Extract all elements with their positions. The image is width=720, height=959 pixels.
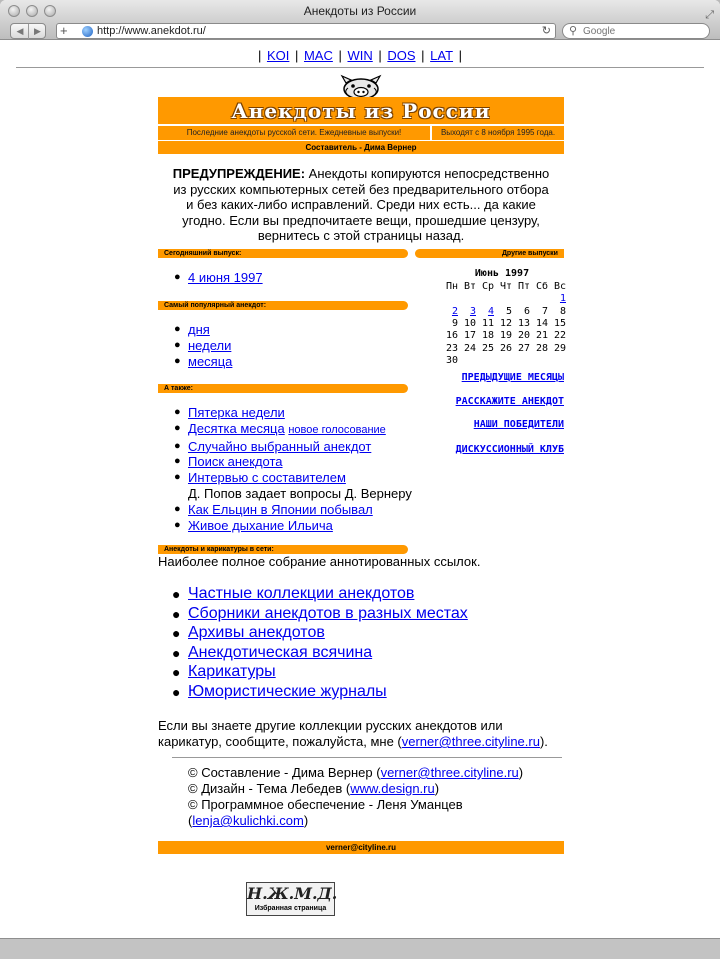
contact-email-link[interactable]: verner@three.cityline.ru [401,734,540,749]
encoding-link-lat[interactable]: LAT [430,48,454,63]
other-collections-body: Если вы знаете другие коллекции русских анекдотов или карикатур, сообщите, пожалуйста, мне ( [158,718,503,749]
calendar-day: 26 [499,342,512,354]
encoding-link-win[interactable]: WIN [347,48,373,63]
search-input[interactable] [583,25,703,37]
calendar-weekday: Ср [481,281,494,293]
calendar-day-link[interactable]: 3 [469,305,476,317]
network-link[interactable]: Сборники анекдотов в разных местах [188,604,468,622]
other-collections-end: ). [539,734,548,749]
network-link[interactable]: Карикатуры [188,663,276,681]
list-item: ● Частные коллекции анекдотов [172,585,415,602]
list-item: ● Юмористические журналы [172,682,387,700]
calendar-day: 11 [481,318,494,330]
network-list [158,584,558,702]
popular-week-link[interactable]: недели [188,337,232,353]
section-header-other-issues: Другие выпуски [415,249,564,258]
calendar-day [494,355,512,367]
calendar-day: 13 [517,318,530,330]
credit-text: © Программное обеспечение - Леня Уманцев ( [188,797,463,828]
credit-email-link[interactable]: verner@three.cityline.ru [380,765,519,780]
footer-email-bar[interactable]: verner@cityline.ru [158,841,564,854]
calendar-day [476,293,494,305]
tagline-left: Последние анекдоты русской сети. Ежедневные выпуски! [158,126,430,140]
list-item: ● Случайно выбранный анекдот [174,438,372,454]
calendar-week [440,355,566,367]
list-item: ● Живое дыхание Ильича [174,517,333,533]
encoding-links: | KOI | MAC | WIN | DOS | LAT | [257,48,463,63]
calendar-day: 17 [463,330,476,342]
encoding-link-dos[interactable]: DOS [387,48,416,63]
section-header-network: Анекдоты и карикатуры в сети: [158,545,408,554]
search-field[interactable] [562,23,710,39]
list-item: ● Десятка месяца новое голосование [174,420,386,436]
network-link[interactable]: Юмористические журналы [188,682,387,700]
calendar-day [458,293,476,305]
credit-line [188,765,558,781]
calendar [440,281,566,367]
also-link[interactable]: Десятка месяца [188,420,285,436]
software-email-link[interactable]: lenja@kulichki.com [192,813,304,828]
tagline-right: Выходят с 8 ноября 1995 года. [432,126,564,140]
minimize-window-button[interactable] [26,5,38,17]
calendar-day: 20 [517,330,530,342]
encoding-link-mac[interactable]: MAC [303,48,333,63]
calendar-day [458,355,476,367]
calendar-weekday: Вс [553,281,566,293]
zoom-window-button[interactable] [44,5,56,17]
calendar-day [512,355,530,367]
calendar-title: Июнь 1997 [474,268,530,279]
credit-line [188,797,558,829]
calendar-weekday: Пн [445,281,458,293]
credit-close: ) [518,765,524,780]
divider [16,67,704,68]
calendar-day-link[interactable]: 1 [559,293,566,305]
list-item: ● Как Ельцин в Японии побывал [174,501,373,517]
calendar-week [440,330,566,342]
calendar-day: 18 [481,330,494,342]
calendar-day[interactable] [548,293,566,305]
also-link[interactable]: Живое дыхание Ильича [188,517,333,533]
calendar-day-link[interactable]: 4 [487,305,494,317]
also-link[interactable]: Пятерка недели [188,405,285,420]
list-item: ● Пятерка недели [174,405,285,420]
calendar-weekday: Сб [535,281,548,293]
network-link[interactable]: Частные коллекции анекдотов [188,585,415,602]
calendar-day [494,293,512,305]
warning-body: Анекдоты копируются непосредственно из русских компьютерных сетей без предварительного отбора и без каких-либо исправлений. Среди них есть... да какие угодно. Если вы предпочитаете вещи, прошедшие цензуру, вернитесь с этой страницы назад. [173,166,550,243]
nav-buttons [10,23,46,39]
credit-close: ) [434,781,440,796]
list-item: ● Поиск анекдота [174,454,283,470]
warning-text [168,166,554,244]
design-site-link[interactable]: www.design.ru [350,781,435,796]
calendar-day[interactable] [440,306,458,318]
credit-text: © Дизайн - Тема Лебедев ( [188,781,351,796]
calendar-day: 23 [445,342,458,354]
calendar-day: 10 [463,318,476,330]
new-vote-link[interactable]: новое голосование [288,423,386,436]
network-link[interactable]: Анекдотическая всячина [188,643,373,661]
calendar-week [440,293,566,305]
reload-icon[interactable]: ↻ [541,25,551,37]
calendar-week [440,318,566,330]
section-header-today: Сегодняшний выпуск: [158,249,408,258]
njmd-badge[interactable] [246,882,338,916]
calendar-weekday: Вт [463,281,476,293]
badge-title: Н.Ж.М.Д. [247,884,338,903]
calendar-day: 22 [553,330,566,342]
status-bar [0,938,720,959]
list-item: ● 4 июня 1997 [174,270,263,285]
site-logo [158,97,564,125]
also-link[interactable]: Поиск анекдота [188,454,283,470]
discussion-club-link[interactable]: ДИСКУССИОННЫЙ КЛУБ [455,444,564,455]
calendar-day: 27 [517,342,530,354]
calendar-day: 8 [559,305,566,317]
also-link[interactable]: Интервью с составителем [188,470,346,486]
interview-note: Д. Попов задает вопросы Д. Вернеру [188,485,412,501]
calendar-day [548,355,566,367]
popular-month-link[interactable]: месяца [188,353,233,369]
window-title: Анекдоты из России [303,4,417,18]
list-item: ● дня [174,322,210,337]
list-item: ● Анекдотическая всячина [172,643,373,661]
today-issue-link[interactable]: 4 июня 1997 [188,270,263,285]
calendar-day: 25 [481,342,494,354]
compiler-credit: Составитель - Дима Вернер [158,141,564,154]
calendar-day[interactable] [476,306,494,318]
also-list [158,405,418,533]
page-content [0,41,720,938]
back-arrow-icon[interactable]: ◀ [16,26,24,36]
encoding-link-koi[interactable]: KOI [266,48,290,63]
calendar-day: 5 [505,305,512,317]
section-header-also: А также: [158,384,408,393]
calendar-day [476,355,494,367]
divider [172,757,562,758]
calendar-day[interactable] [458,306,476,318]
logo-text: Анекдоты из России [231,99,491,123]
calendar-day: 12 [499,318,512,330]
calendar-day: 14 [535,318,548,330]
credit-text: © Составление - Дима Вернер ( [188,765,381,780]
calendar-day: 29 [553,342,566,354]
previous-months-link[interactable]: ПРЕДЫДУЩИЕ МЕСЯЦЫ [461,372,564,383]
credit-line [188,781,558,797]
calendar-weekday: Чт [499,281,512,293]
calendar-day: 6 [523,305,530,317]
also-link[interactable]: Случайно выбранный анекдот [188,438,372,454]
calendar-day [512,293,530,305]
globe-icon [82,26,93,37]
list-item: ● Карикатуры [172,663,276,681]
fullscreen-icon[interactable]: ⤢ [705,9,714,21]
browser-toolbar [0,22,720,40]
tell-joke-link[interactable]: РАССКАЖИТЕ АНЕКДОТ [455,396,564,407]
calendar-day: 30 [445,354,458,366]
list-item: ● Архивы анекдотов [172,624,325,642]
calendar-day: 24 [463,342,476,354]
warning-label: ПРЕДУПРЕЖДЕНИЕ: [172,166,306,181]
calendar-week [440,306,566,318]
today-list [158,270,408,286]
list-item: ● недели [174,337,232,353]
list-item: ● Сборники анекдотов в разных местах [172,604,468,622]
list-item: ● Интервью с составителем Д. Попов задает вопросы Д. Вернеру [174,470,412,501]
badge-subtitle: Избранная страница [254,905,327,912]
calendar-day [440,293,458,305]
calendar-week [440,342,566,354]
address-bar[interactable] [56,23,556,39]
calendar-weekdays [440,281,566,293]
title-bar [0,0,720,22]
also-link[interactable]: Как Ельцин в Японии побывал [188,501,373,517]
close-window-button[interactable] [8,5,20,17]
credit-close: ) [303,813,309,828]
calendar-day: 21 [535,330,548,342]
calendar-day: 9 [451,318,458,330]
winners-link[interactable]: НАШИ ПОБЕДИТЕЛИ [473,419,564,430]
calendar-day [530,293,548,305]
calendar-day [530,355,548,367]
other-collections-text [158,718,568,750]
calendar-day: 28 [535,342,548,354]
popular-list [158,322,408,369]
url-text[interactable]: http://www.anekdot.ru/ [97,25,206,37]
calendar-day: 16 [445,330,458,342]
credits [188,765,558,829]
calendar-day: 15 [553,318,566,330]
forward-arrow-icon[interactable]: ▶ [28,24,46,39]
network-link[interactable]: Архивы анекдотов [188,624,325,642]
popular-day-link[interactable]: дня [188,322,210,337]
search-icon: ⚲ [569,25,578,37]
calendar-day: 7 [541,305,548,317]
calendar-day-link[interactable]: 2 [451,305,458,317]
section-header-popular: Самый популярный анекдот: [158,301,408,310]
list-item: ● месяца [174,353,233,369]
calendar-weekday: Пт [517,281,530,293]
calendar-day: 19 [499,330,512,342]
network-description: Наиболее полное собрание аннотированных ссылок. [158,554,481,569]
plus-icon[interactable]: + [60,23,68,38]
